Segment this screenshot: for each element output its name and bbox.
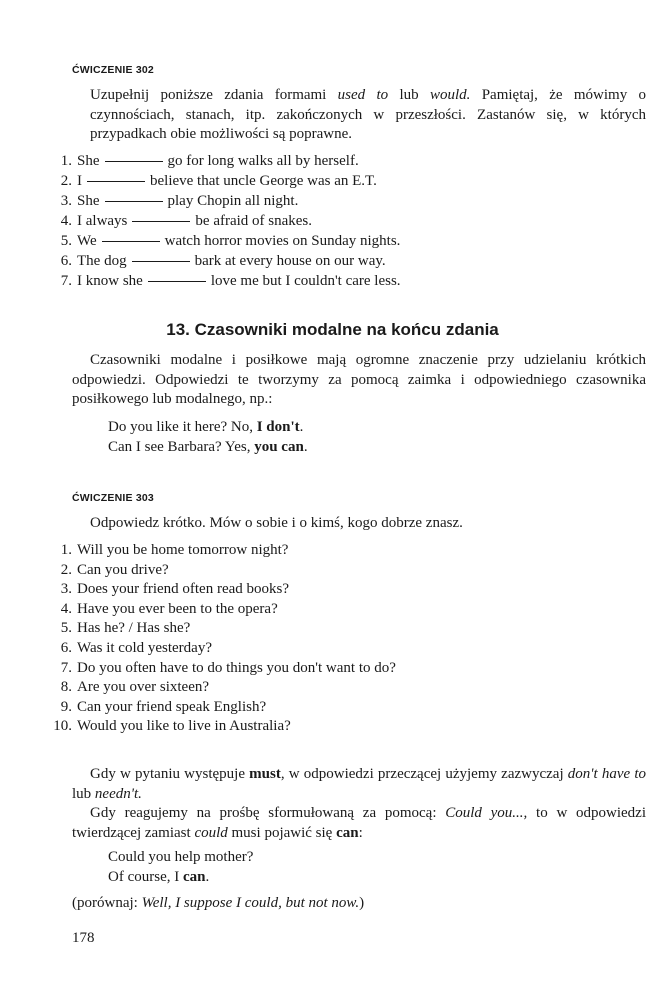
item-text-before: I know she: [77, 273, 143, 289]
item-text-after: watch horror movies on Sunday nights.: [164, 233, 401, 249]
item-text-after: love me but I couldn't care less.: [210, 273, 401, 289]
exercise-302-item: [50, 252, 386, 272]
item-text-before: The dog: [77, 253, 127, 269]
item-number: 6.: [60, 640, 72, 656]
exercise-302-item: [50, 212, 312, 232]
exercise-303-item: [50, 619, 190, 639]
compare-note: (porównaj: Well, I suppose I could, but not now.): [72, 895, 365, 911]
item-number: 6.: [60, 253, 72, 269]
item-number: 2.: [60, 173, 72, 189]
item-number: 7.: [60, 273, 72, 289]
item-text: Was it cold yesterday?: [77, 640, 212, 656]
item-text-before: She: [77, 193, 100, 209]
page-number: 178: [72, 930, 95, 946]
item-text: Would you like to live in Australia?: [77, 718, 291, 735]
item-text-before: She: [77, 153, 100, 169]
exercise-302-instructions: Uzupełnij poniższe zdania formami used to lub would. Pamiętaj, że mówimy o czynnościach, stanach, itp. zakończonych w przeszłości. Zastanów się, w których przypadkach obie możliwości są poprawne.: [90, 87, 647, 142]
item-number: 4.: [60, 600, 72, 617]
section-13-paragraph: Czasowniki modalne i posiłkowe mają ogromne znaczenie przy udzielaniu krótkich odpowiedzi. Odpowiedzi te tworzymy za pomocą zaimka i odpowiedniego czasownika posiłkowego lub modalnego, np.:: [72, 352, 646, 407]
answer-blank[interactable]: [105, 201, 163, 202]
item-text-after: believe that uncle George was an E.T.: [150, 173, 377, 189]
answer-blank[interactable]: [87, 181, 145, 182]
item-text: Has he? / Has she?: [77, 620, 191, 637]
exercise-303-item: [50, 698, 266, 718]
item-number: 5.: [60, 620, 72, 637]
item-number: 3.: [60, 193, 72, 209]
must-paragraph: Gdy w pytaniu występuje must, w odpowiedzi przeczącej użyjemy zazwyczaj don't have to lub needn't.: [72, 766, 646, 802]
answer-blank[interactable]: [132, 261, 190, 262]
section-title: 13. Czasowniki modalne na końcu zdania: [166, 320, 499, 339]
exercise-303-item: [50, 678, 209, 698]
exercise-303-heading: ĆWICZENIE 303: [72, 492, 154, 504]
item-text: Can your friend speak English?: [77, 698, 267, 715]
exercise-303-instructions: Odpowiedz krótko. Mów o sobie i o kimś, kogo dobrze znasz.: [90, 515, 463, 531]
item-text: Can you drive?: [77, 561, 169, 578]
could-example-2: Of course, I can.: [108, 869, 210, 885]
exercise-303-item: [50, 717, 291, 737]
answer-blank[interactable]: [148, 281, 206, 282]
item-text: Does your friend often read books?: [77, 581, 290, 598]
exercise-303-item: [50, 561, 169, 581]
item-text-after: play Chopin all night.: [167, 193, 299, 209]
exercise-302-heading: ĆWICZENIE 302: [72, 64, 154, 76]
item-number: 3.: [60, 581, 72, 598]
item-number: 9.: [60, 698, 72, 715]
exercise-303-item: [50, 600, 278, 620]
exercise-303-item: [50, 639, 212, 659]
could-example-1: Could you help mother?: [108, 849, 254, 865]
exercise-302-item: [50, 172, 377, 192]
item-text-after: be afraid of snakes.: [195, 213, 313, 229]
item-text: Will you be home tomorrow night?: [77, 542, 289, 558]
exercise-303-item: [50, 541, 288, 561]
item-text-before: I always: [77, 213, 128, 229]
item-text-before: I: [77, 173, 82, 189]
answer-blank[interactable]: [102, 241, 160, 242]
short-answer-example-1: Do you like it here? No, I don't.: [108, 419, 304, 435]
exercise-303-item: [50, 580, 289, 600]
item-number: 2.: [60, 561, 72, 578]
short-answer-example-2: Can I see Barbara? Yes, you can.: [108, 439, 308, 455]
exercise-303-item: [50, 659, 396, 679]
exercise-302-item: [50, 192, 298, 212]
exercise-302-item: [50, 232, 400, 252]
answer-blank[interactable]: [132, 221, 190, 222]
item-number: 7.: [60, 659, 72, 676]
item-number: 4.: [60, 213, 72, 229]
item-text-after: bark at every house on our way.: [194, 253, 386, 269]
item-number: 5.: [60, 233, 72, 249]
item-number: 1.: [60, 153, 72, 169]
item-text: Are you over sixteen?: [77, 679, 210, 696]
item-number: 8.: [60, 679, 72, 696]
could-paragraph: Gdy reagujemy na prośbę sformułowaną za pomocą: Could you..., to w odpowiedzi twierdzącej zamiast could musi pojawić się can:: [72, 805, 647, 841]
exercise-302-item: [50, 152, 359, 172]
item-text: Have you ever been to the opera?: [77, 600, 278, 617]
item-text: Do you often have to do things you don't want to do?: [77, 659, 396, 676]
item-number: 1.: [60, 542, 72, 558]
exercise-302-item: [50, 272, 401, 292]
item-text-before: We: [77, 233, 97, 249]
item-number: 10.: [53, 718, 72, 735]
answer-blank[interactable]: [105, 161, 163, 162]
item-text-after: go for long walks all by herself.: [167, 153, 359, 169]
